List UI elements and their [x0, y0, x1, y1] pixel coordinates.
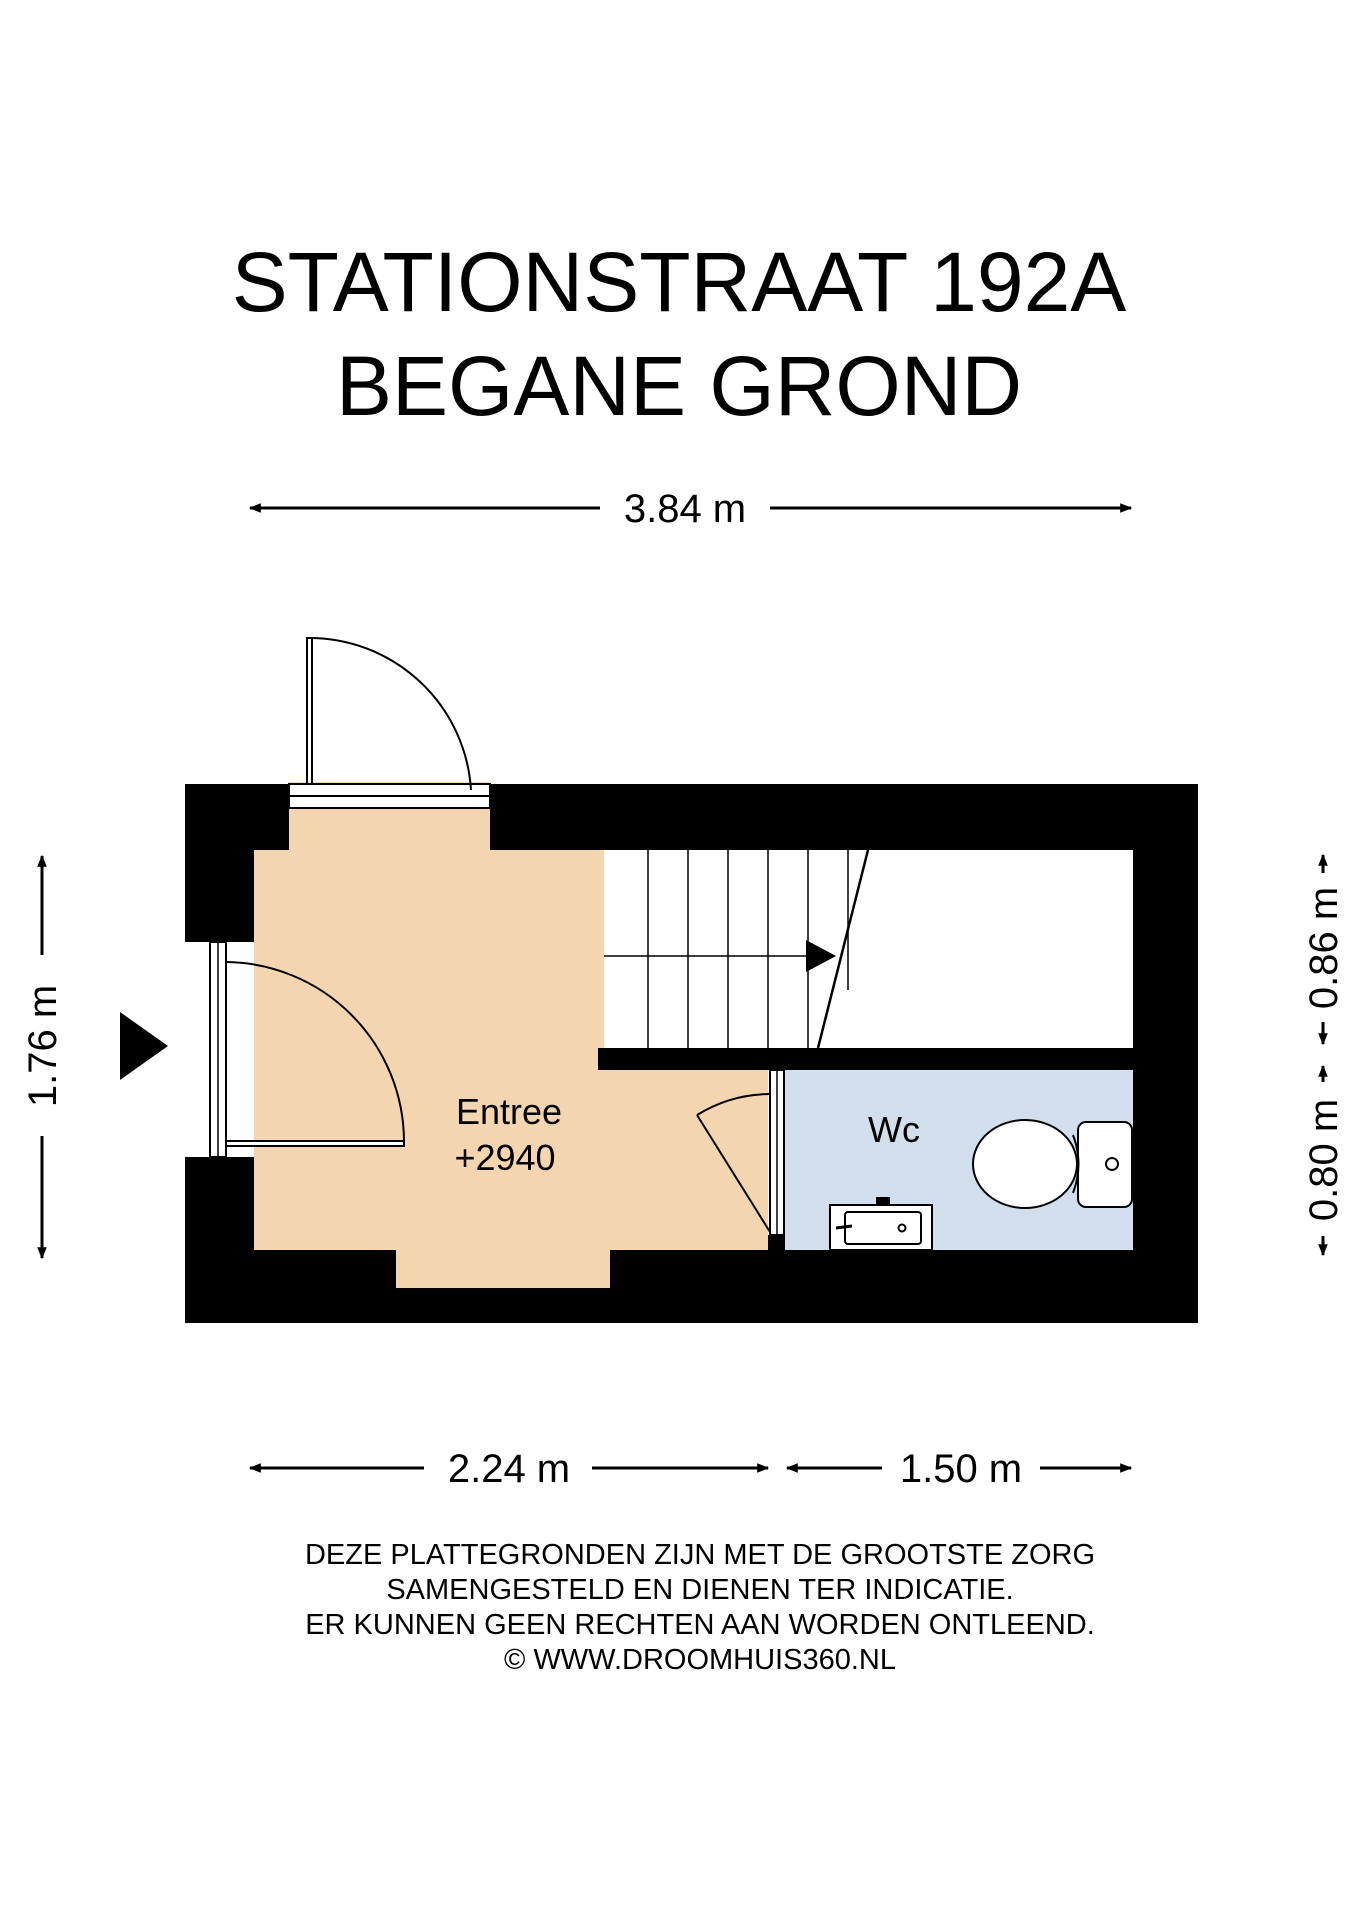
toilet-flush-button: [1106, 1158, 1118, 1170]
basin-bowl: [845, 1212, 921, 1244]
entrance-arrow-icon: [120, 1012, 168, 1080]
dimension-label: 3.84 m: [623, 487, 747, 531]
washbasin-icon: [830, 1198, 932, 1250]
wall-left-upper: [185, 784, 254, 942]
wall-bottom-right: [610, 1250, 1198, 1323]
dimension-left-height: [21, 856, 65, 1258]
wall-top-right: [490, 784, 1198, 850]
door-swing-arc: [309, 638, 471, 790]
dimension-right-upper: [1302, 855, 1346, 1044]
wall-corner-upper: [254, 784, 289, 850]
wall-bottom-left: [185, 1250, 396, 1323]
disclaimer-line: DEZE PLATTEGRONDEN ZIJN MET DE GROOTSTE ZORG: [304, 1539, 1096, 1571]
dimension-label: 1.50 m: [899, 1447, 1023, 1491]
address-title: STATIONSTRAAT 192A: [231, 235, 1127, 329]
wall-right: [1133, 784, 1198, 1323]
dimension-label: 2.24 m: [447, 1447, 571, 1491]
stair-floor: [604, 850, 1133, 1050]
disclaimer-line: SAMENGESTELD EN DIENEN TER INDICATIE.: [386, 1574, 1014, 1606]
dimension-label: 0.80 m: [1302, 1098, 1346, 1222]
wall-wc-corner: [768, 1235, 785, 1250]
toilet-tank: [1078, 1122, 1132, 1207]
basin-tap: [877, 1198, 889, 1205]
room-level-entree: +2940: [454, 1137, 556, 1178]
toilet-icon: [973, 1120, 1132, 1208]
dimension-total-width: [250, 487, 1131, 531]
copyright-line: © WWW.DROOMHUIS360.NL: [504, 1644, 896, 1676]
room-name-entree: Entree: [455, 1091, 563, 1132]
wall-stair-side: [598, 1048, 1133, 1070]
dimension-label: 0.86 m: [1302, 886, 1346, 1010]
toilet-bowl: [973, 1120, 1077, 1208]
door-leaf: [307, 638, 312, 784]
disclaimer-line: ER KUNNEN GEEN RECHTEN AAN WORDEN ONTLEEND.: [305, 1609, 1095, 1641]
room-name-wc: Wc: [868, 1109, 920, 1150]
basin-drain: [899, 1225, 906, 1232]
floor-title: BEGANE GROND: [335, 339, 1023, 433]
door-leaf: [226, 1141, 404, 1146]
dimension-label: 1.76 m: [21, 984, 65, 1108]
disclaimer: [0, 1538, 1358, 1678]
dimension-bottom-left: [250, 1447, 768, 1491]
wall-bottom-niche: [396, 1288, 610, 1323]
basin-tap-handle: [836, 1226, 852, 1228]
dimension-bottom-right: [787, 1447, 1131, 1491]
dimension-right-lower: [1302, 1066, 1346, 1255]
